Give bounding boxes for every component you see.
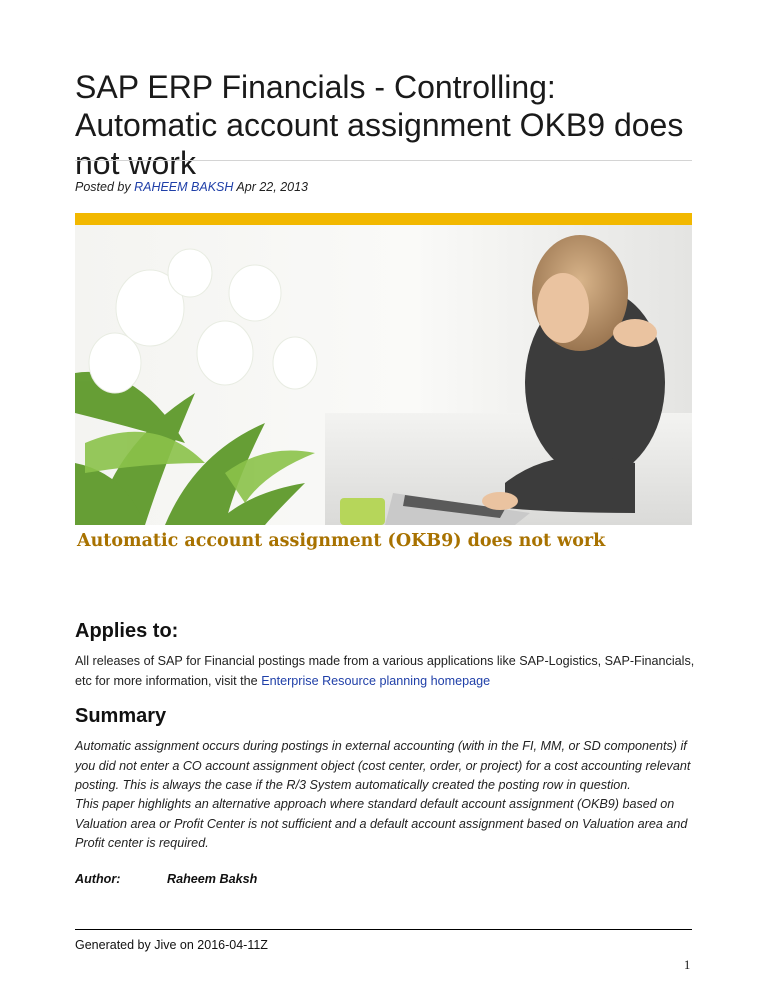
page-title: SAP ERP Financials - Controlling: Automatic account assignment OKB9 does not work [75, 69, 684, 181]
page-number: 1 [684, 958, 691, 972]
banner-caption: Automatic account assignment (OKB9) does not work [77, 531, 606, 551]
author-label: Author: [75, 872, 121, 886]
author-line [75, 872, 257, 886]
author-link[interactable]: RAHEEM BAKSH [134, 180, 234, 194]
applies-to-text [75, 652, 700, 691]
summary-paragraph-2: This paper highlights an alternative approach where standard default account assignment (OKB9) based on Valuation area or Profit Center is not sufficient and a default account assignment based on Valuation area and Profit center is required. [75, 797, 688, 850]
banner-top-bar [75, 213, 692, 225]
erp-homepage-link[interactable]: Enterprise Resource planning homepage [261, 673, 491, 688]
posted-by-line [75, 180, 308, 194]
posted-prefix: Posted by [75, 180, 135, 194]
title-divider [75, 160, 692, 161]
posted-date: Apr 22, 2013 [233, 180, 309, 194]
footer-divider [75, 929, 692, 930]
banner-image [75, 213, 692, 560]
applies-to-heading: Applies to: [75, 620, 179, 642]
applies-to-body: All releases of SAP for Financial postings made from a various applications like SAP-Logistics, SAP-Financials, etc for more information, visit the [75, 654, 695, 688]
footer-generated: Generated by Jive on 2016-04-11Z [75, 938, 268, 952]
summary-heading: Summary [75, 705, 167, 727]
author-name: Raheem Baksh [167, 872, 258, 886]
summary-paragraph-1: Automatic assignment occurs during postings in external accounting (with in the FI, MM, or SD components) if you did not enter a CO account assignment object (cost center, order, or project) for a cost accounting relevant posting. This is always the case if the R/3 System automatically created the posting row in question. [75, 739, 691, 792]
